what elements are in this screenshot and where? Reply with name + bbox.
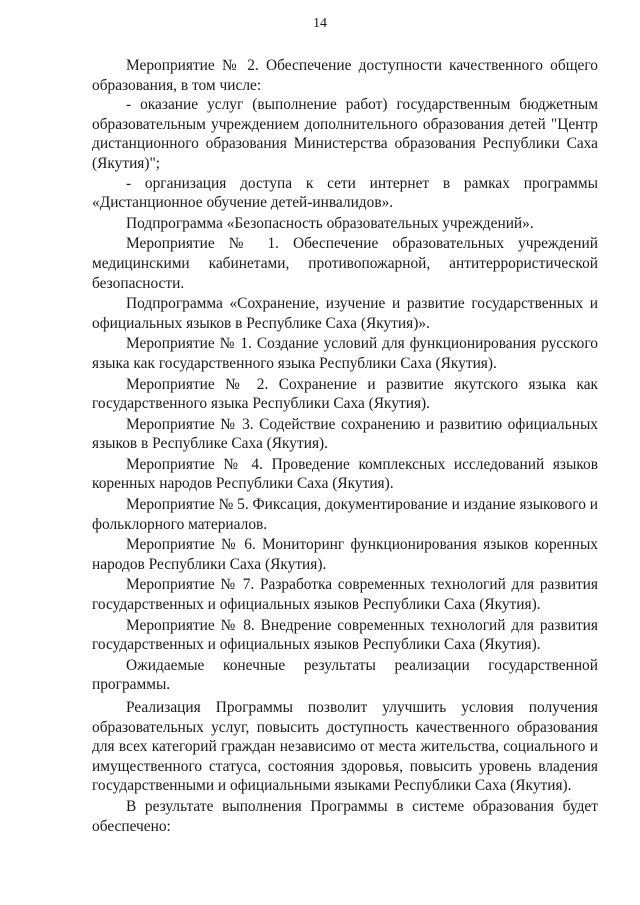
- paragraph-language-measure-4: Мероприятие № 4. Проведение комплексных исследований языков коренных народов Республики Саха (Якутия).: [92, 455, 598, 493]
- paragraph-service-provision: - оказание услуг (выполнение работ) государственным бюджетным образовательным учреждением дополнительного образования детей "Центр дистанционного образования Министерства образования Республики Саха (Якутия)";: [92, 96, 598, 172]
- paragraph-subprogram-languages: Подпрограмма «Сохранение, изучение и развитие государственных и официальных языков в Республике Саха (Якутия)».: [92, 295, 598, 332]
- paragraph-language-measure-1: Мероприятие № 1. Создание условий для функционирования русского языка как государственного языка Республики Саха (Якутия).: [92, 335, 598, 372]
- paragraph-measure-2: Мероприятие № 2. Обеспечение доступности качественного общего образования, в том числе:: [92, 57, 598, 94]
- document-body: [92, 56, 598, 836]
- paragraph-safety-measure-1: Мероприятие № 1. Обеспечение образовательных учреждений медицинскими кабинетами, противопожарной, антитеррористической безопасности.: [92, 235, 598, 292]
- paragraph-language-measure-6: Мероприятие № 6. Мониторинг функционирования языков коренных народов Республики Саха (Якутия).: [92, 536, 598, 573]
- paragraph-language-measure-3: Мероприятие № 3. Содействие сохранению и развитию официальных языков в Республике Саха (Якутия).: [92, 415, 598, 453]
- paragraph-program-outcome: В результате выполнения Программы в системе образования будет обеспечено:: [92, 797, 598, 835]
- paragraph-language-measure-2: Мероприятие № 2. Сохранение и развитие якутского языка как государственного языка Республики Саха (Якутия).: [92, 375, 598, 413]
- paragraph-language-measure-7: Мероприятие № 7. Разработка современных технологий для развития государственных и официальных языков Республики Саха (Якутия).: [92, 576, 598, 614]
- paragraph-internet-access: - организация доступа к сети интернет в рамках программы «Дистанционное обучение детей-инвалидов».: [92, 174, 598, 212]
- paragraph-language-measure-8: Мероприятие № 8. Внедрение современных технологий для развития государственных и официальных языков Республики Саха (Якутия).: [92, 616, 598, 654]
- page-number: 14: [313, 16, 327, 31]
- paragraph-subprogram-safety: Подпрограмма «Безопасность образовательных учреждений».: [126, 214, 534, 232]
- paragraph-program-implementation: Реализация Программы позволит улучшить условия получения образовательных услуг, повысить доступность качественного образования для всех категорий граждан независимо от места жительства, социального и имущественного статуса, состояния здоровья, повысить уровень владения государственными и официальными языками Республики Саха (Якутия).: [92, 699, 598, 795]
- paragraph-language-measure-5: Мероприятие № 5. Фиксация, документирование и издание языкового и фольклорного материалов.: [92, 496, 598, 533]
- paragraph-expected-results: Ожидаемые конечные результаты реализации государственной программы.: [92, 656, 598, 694]
